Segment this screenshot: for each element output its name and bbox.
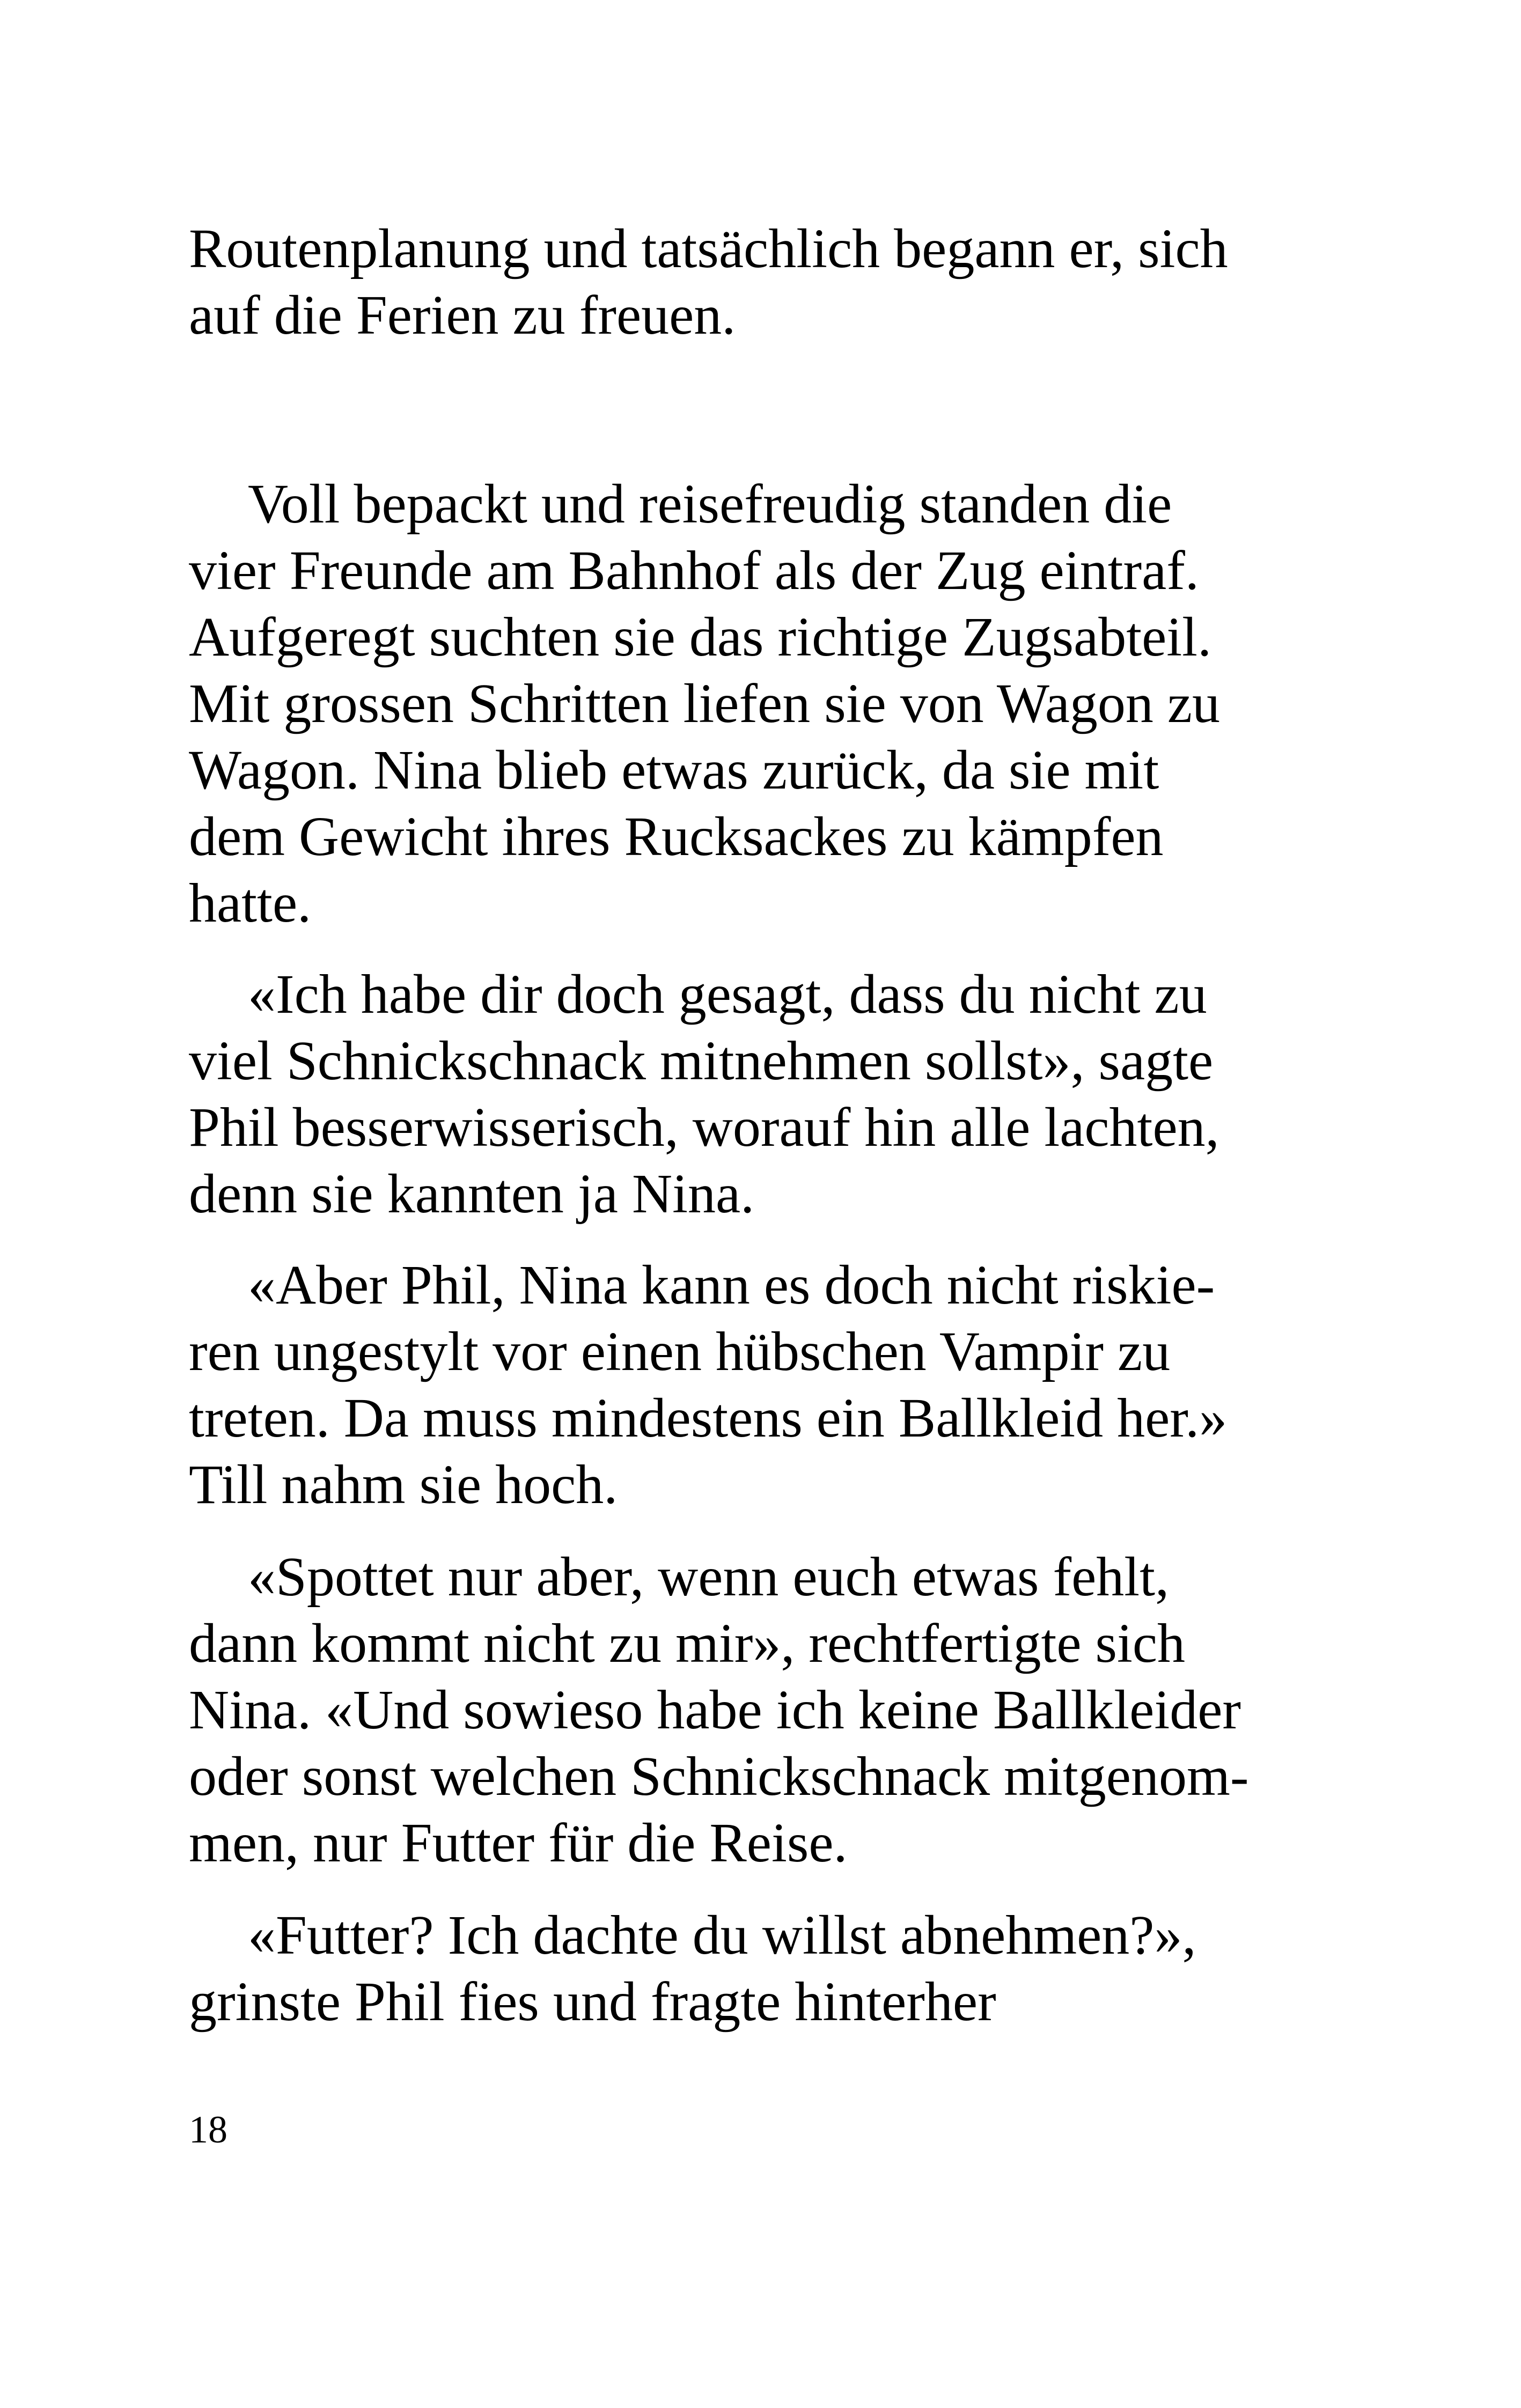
paragraph-line: «Aber Phil, Nina kann es doch nicht riskie-	[248, 1254, 1215, 1316]
paragraph-line: «Futter? Ich dachte du willst abnehmen?»,	[248, 1904, 1196, 1966]
paragraph-line: auf die Ferien zu freuen.	[189, 284, 736, 346]
paragraph-line: Routenplanung und tatsächlich begann er, sich	[189, 218, 1228, 279]
paragraph-line: Nina. «Und sowieso habe ich keine Ballkleider	[189, 1679, 1241, 1741]
paragraph-line: hatte.	[189, 872, 312, 934]
paragraph-line: Voll bepackt und reisefreudig standen die	[248, 473, 1172, 535]
paragraph-3	[189, 961, 1337, 1227]
paragraph-5	[189, 1544, 1337, 1876]
paragraph-line: grinste Phil fies und fragte hinterher	[189, 1971, 996, 2033]
paragraph-line: vier Freunde am Bahnhof als der Zug eintraf.	[189, 540, 1199, 601]
paragraph-line: Phil besserwisserisch, worauf hin alle lachten,	[189, 1096, 1219, 1158]
paragraph-line: Till nahm sie hoch.	[189, 1454, 618, 1515]
paragraph-line: Wagon. Nina blieb etwas zurück, da sie mit	[189, 739, 1159, 801]
paragraph-line: viel Schnickschnack mitnehmen sollst», sagte	[189, 1030, 1214, 1092]
paragraph-line: dem Gewicht ihres Rucksackes zu kämpfen	[189, 806, 1164, 867]
paragraph-6	[189, 1902, 1337, 2035]
paragraph-2	[189, 471, 1337, 937]
paragraph-line: denn sie kannten ja Nina.	[189, 1163, 755, 1225]
paragraph-line: oder sonst welchen Schnickschnack mitgenom-	[189, 1746, 1249, 1807]
paragraph-line: «Ich habe dir doch gesagt, dass du nicht zu	[248, 963, 1207, 1025]
paragraph-1	[189, 216, 1337, 349]
paragraph-4	[189, 1252, 1337, 1518]
paragraph-line: ren ungestylt vor einen hübschen Vampir zu	[189, 1321, 1171, 1382]
paragraph-line: Aufgeregt suchten sie das richtige Zugsabteil.	[189, 606, 1212, 668]
paragraph-line: dann kommt nicht zu mir», rechtfertigte sich	[189, 1612, 1186, 1674]
page-number: 18	[189, 2108, 227, 2151]
paragraph-line: Mit grossen Schritten liefen sie von Wagon zu	[189, 673, 1221, 734]
paragraph-line: treten. Da muss mindestens ein Ballkleid her.»	[189, 1387, 1228, 1449]
paragraph-line: men, nur Futter für die Reise.	[189, 1812, 848, 1874]
paragraph-line: «Spottet nur aber, wenn euch etwas fehlt,	[248, 1546, 1170, 1608]
